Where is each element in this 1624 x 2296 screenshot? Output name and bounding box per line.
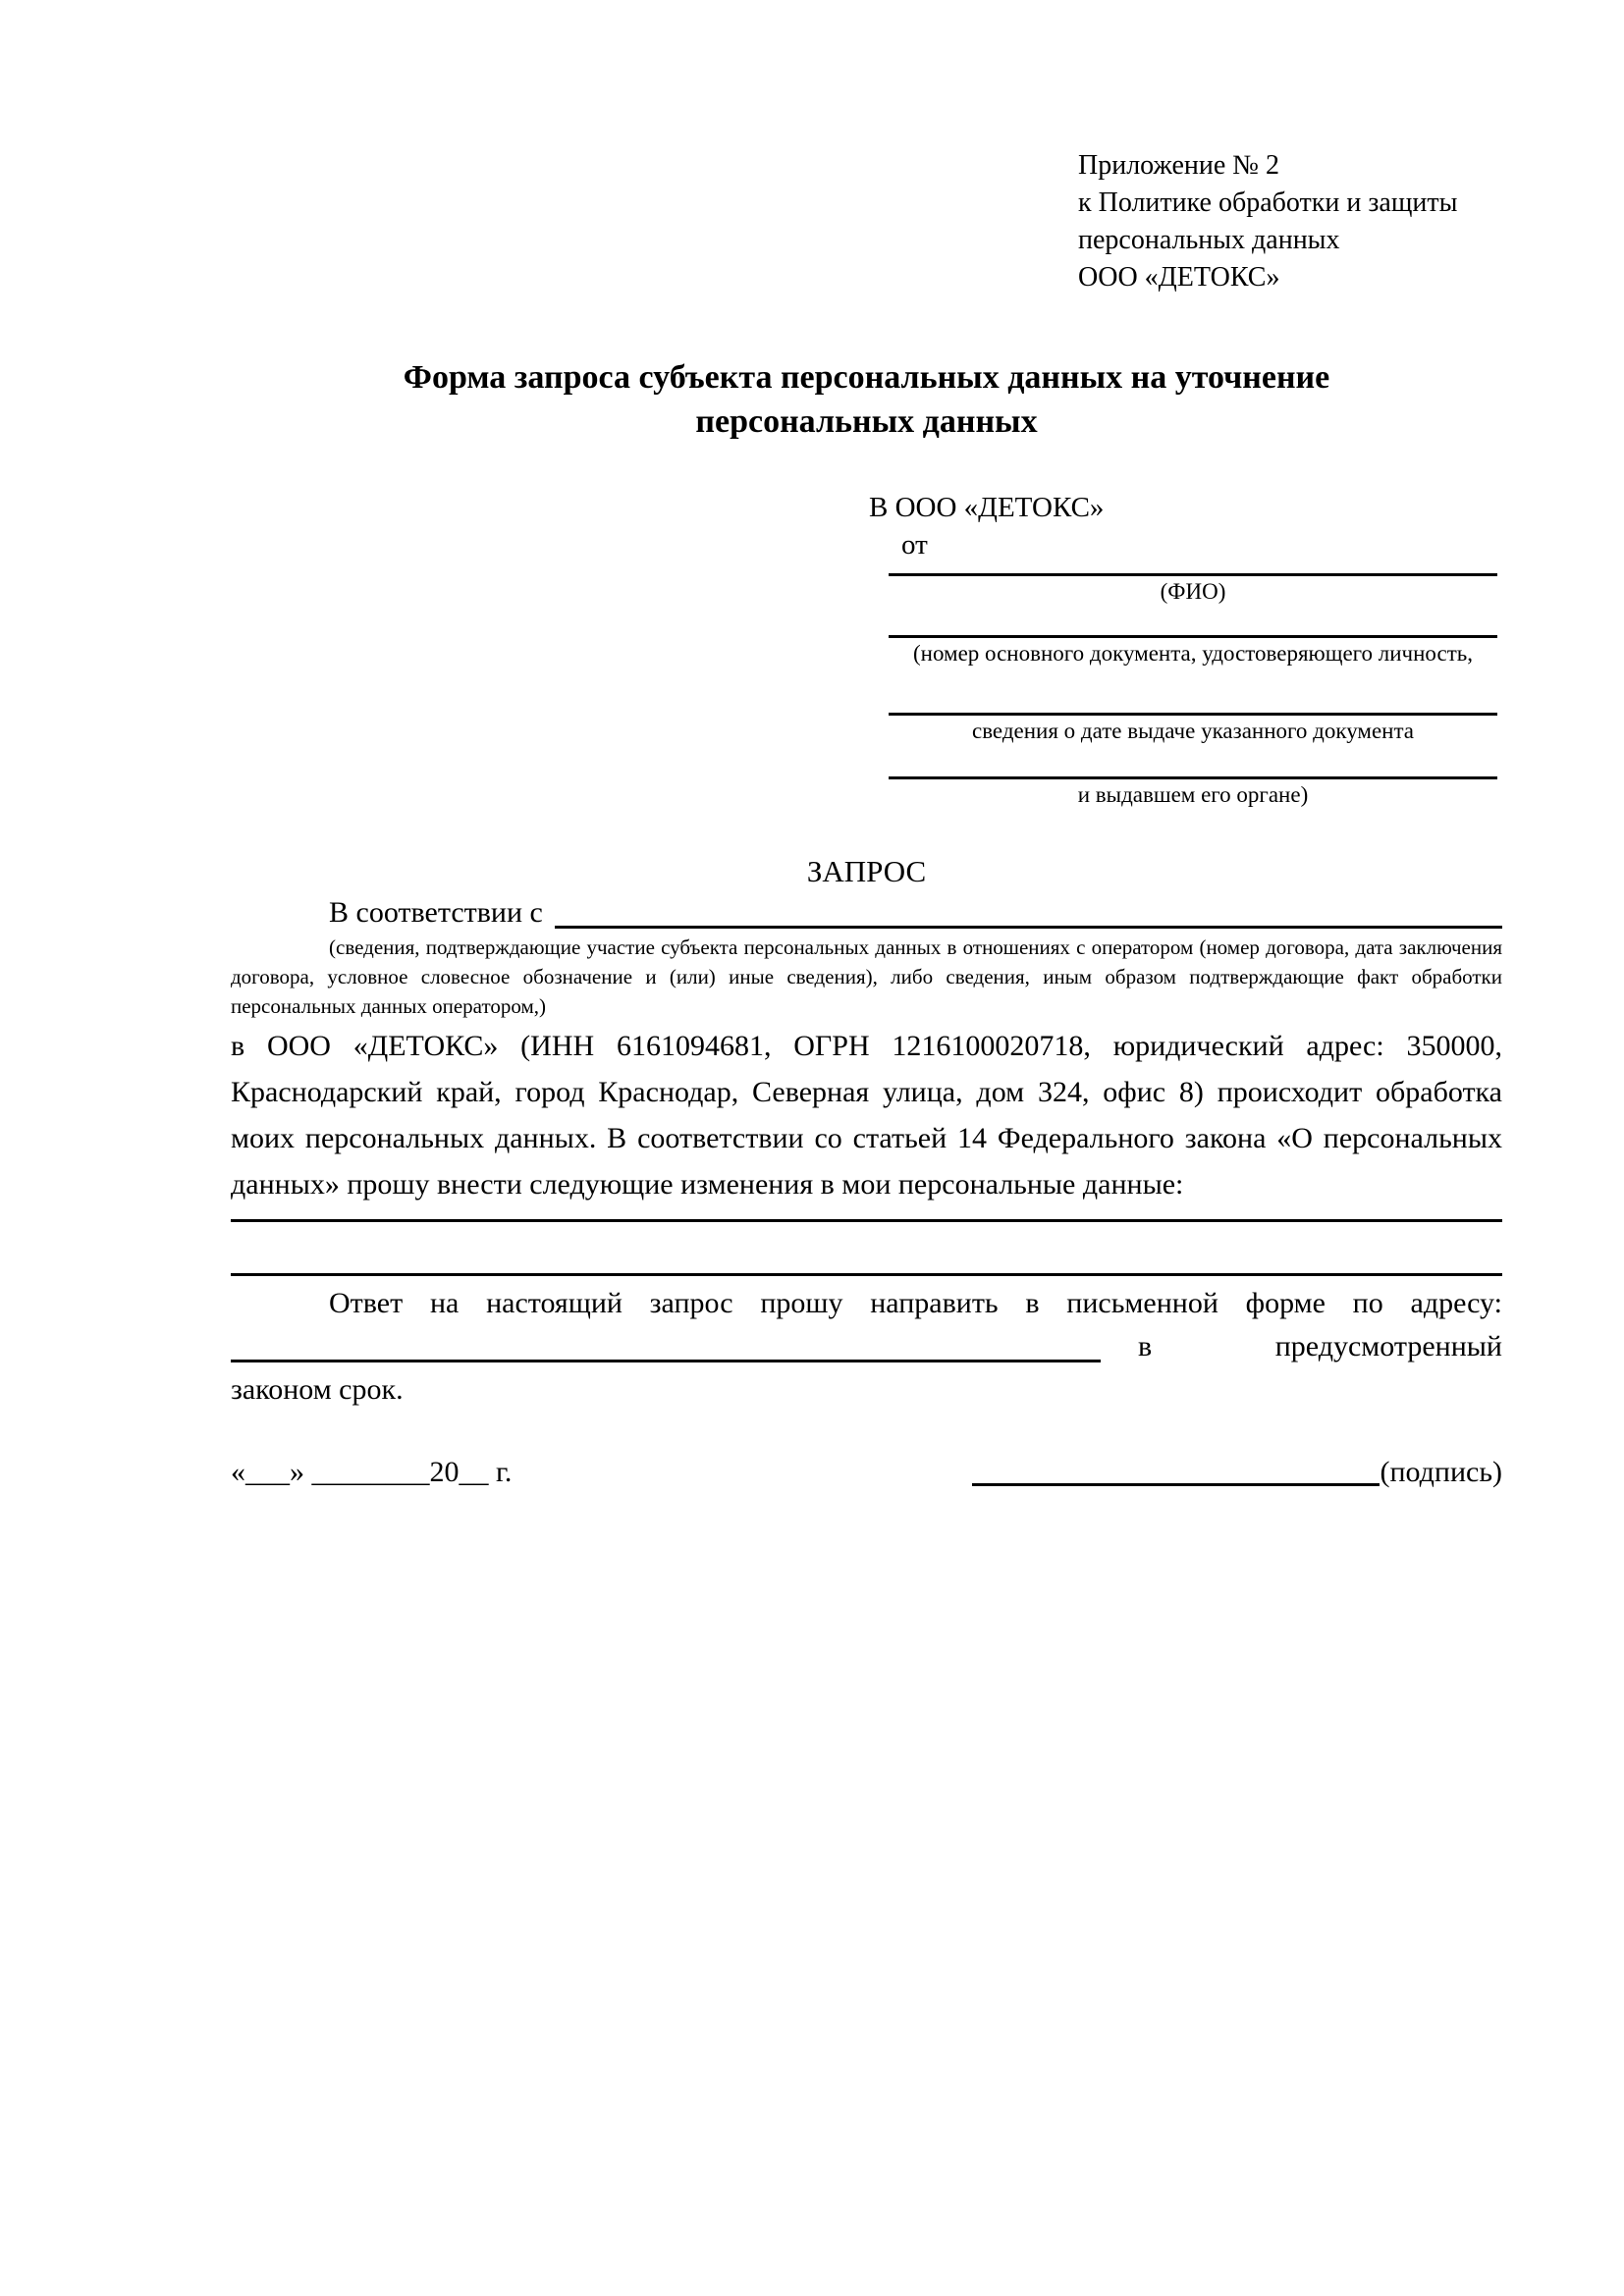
document-number-caption: (номер основного документа, удостоверяющего личность,	[912, 641, 1473, 666]
appendix-line: персональных данных	[1078, 225, 1340, 255]
request-body: в ООО «ДЕТОКС» (ИНН 6161094681, ОГРН 1216100020718, юридический адрес: 350000, Краснодарский край, город Краснодар, Северная улица, дом 324, офис 8) происходит обработка моих персональных данных. В соответствии со статьей 14 Федерального закона «О персональных данных» прошу внести следующие изменения в мои персональные данные:	[231, 1030, 1502, 1201]
request-intro-blank-line	[555, 926, 1502, 929]
issuing-authority-field	[889, 776, 1497, 809]
addressee-from-label: от	[901, 529, 928, 561]
changes-blank-line-1	[231, 1219, 1502, 1222]
document-number-blank-line	[889, 635, 1497, 638]
fio-blank-line	[889, 573, 1497, 576]
fio-caption: (ФИО)	[1160, 579, 1226, 604]
page-title-line-2: персональных данных	[695, 403, 1038, 440]
reply-intro-line: Ответ на настоящий запрос прошу направить в письменной форме по адресу:	[329, 1287, 1502, 1319]
signature-blank-line	[972, 1483, 1380, 1486]
issuing-authority-blank-line	[889, 776, 1497, 779]
issue-date-field	[889, 713, 1497, 745]
issue-date-caption: сведения о дате выдаче указанного документа	[971, 719, 1415, 743]
addressee-to: В ООО «ДЕТОКС»	[869, 492, 1105, 523]
request-intro-row	[231, 893, 1502, 933]
appendix-line: к Политике обработки и защиты	[1078, 187, 1458, 218]
reply-word-predusmotrenny: предусмотренный	[1274, 1330, 1502, 1362]
reply-address-blank-line	[231, 1360, 1101, 1362]
request-heading: ЗАПРОС	[806, 854, 927, 888]
request-note: (сведения, подтверждающие участие субъекта персональных данных в отношениях с оператором (номер договора, дата заключения договора, условное словесное обозначение и (или) иные сведения), либо сведения, иным образом подтверждающие факт обработки персональных данных оператором,)	[231, 935, 1502, 1018]
addressee-block	[231, 489, 1502, 809]
appendix-line: Приложение № 2	[1078, 150, 1279, 181]
appendix-line: ООО «ДЕТОКС»	[1078, 262, 1280, 293]
reply-word-v: в	[1138, 1330, 1153, 1362]
page-title-line-1: Форма запроса субъекта персональных данных на уточнение	[403, 359, 1330, 396]
reply-tail-line: законом срок.	[231, 1373, 404, 1406]
appendix-header	[1078, 147, 1502, 296]
issue-date-blank-line	[889, 713, 1497, 716]
document-number-field	[889, 635, 1497, 667]
request-intro-prefix: В соответствии с	[329, 896, 543, 929]
date-placeholder: «___» ________20__ г.	[231, 1456, 513, 1488]
reply-paragraph	[231, 1282, 1502, 1412]
signature-caption: (подпись)	[1380, 1456, 1502, 1488]
page-title	[231, 355, 1502, 444]
changes-blank-line-2	[231, 1273, 1502, 1276]
footer-row	[231, 1453, 1502, 1492]
reply-address-line	[231, 1325, 1502, 1368]
issuing-authority-caption: и выдавшем его органе)	[1077, 782, 1309, 807]
fio-field	[889, 573, 1497, 606]
signature-group	[972, 1453, 1502, 1492]
